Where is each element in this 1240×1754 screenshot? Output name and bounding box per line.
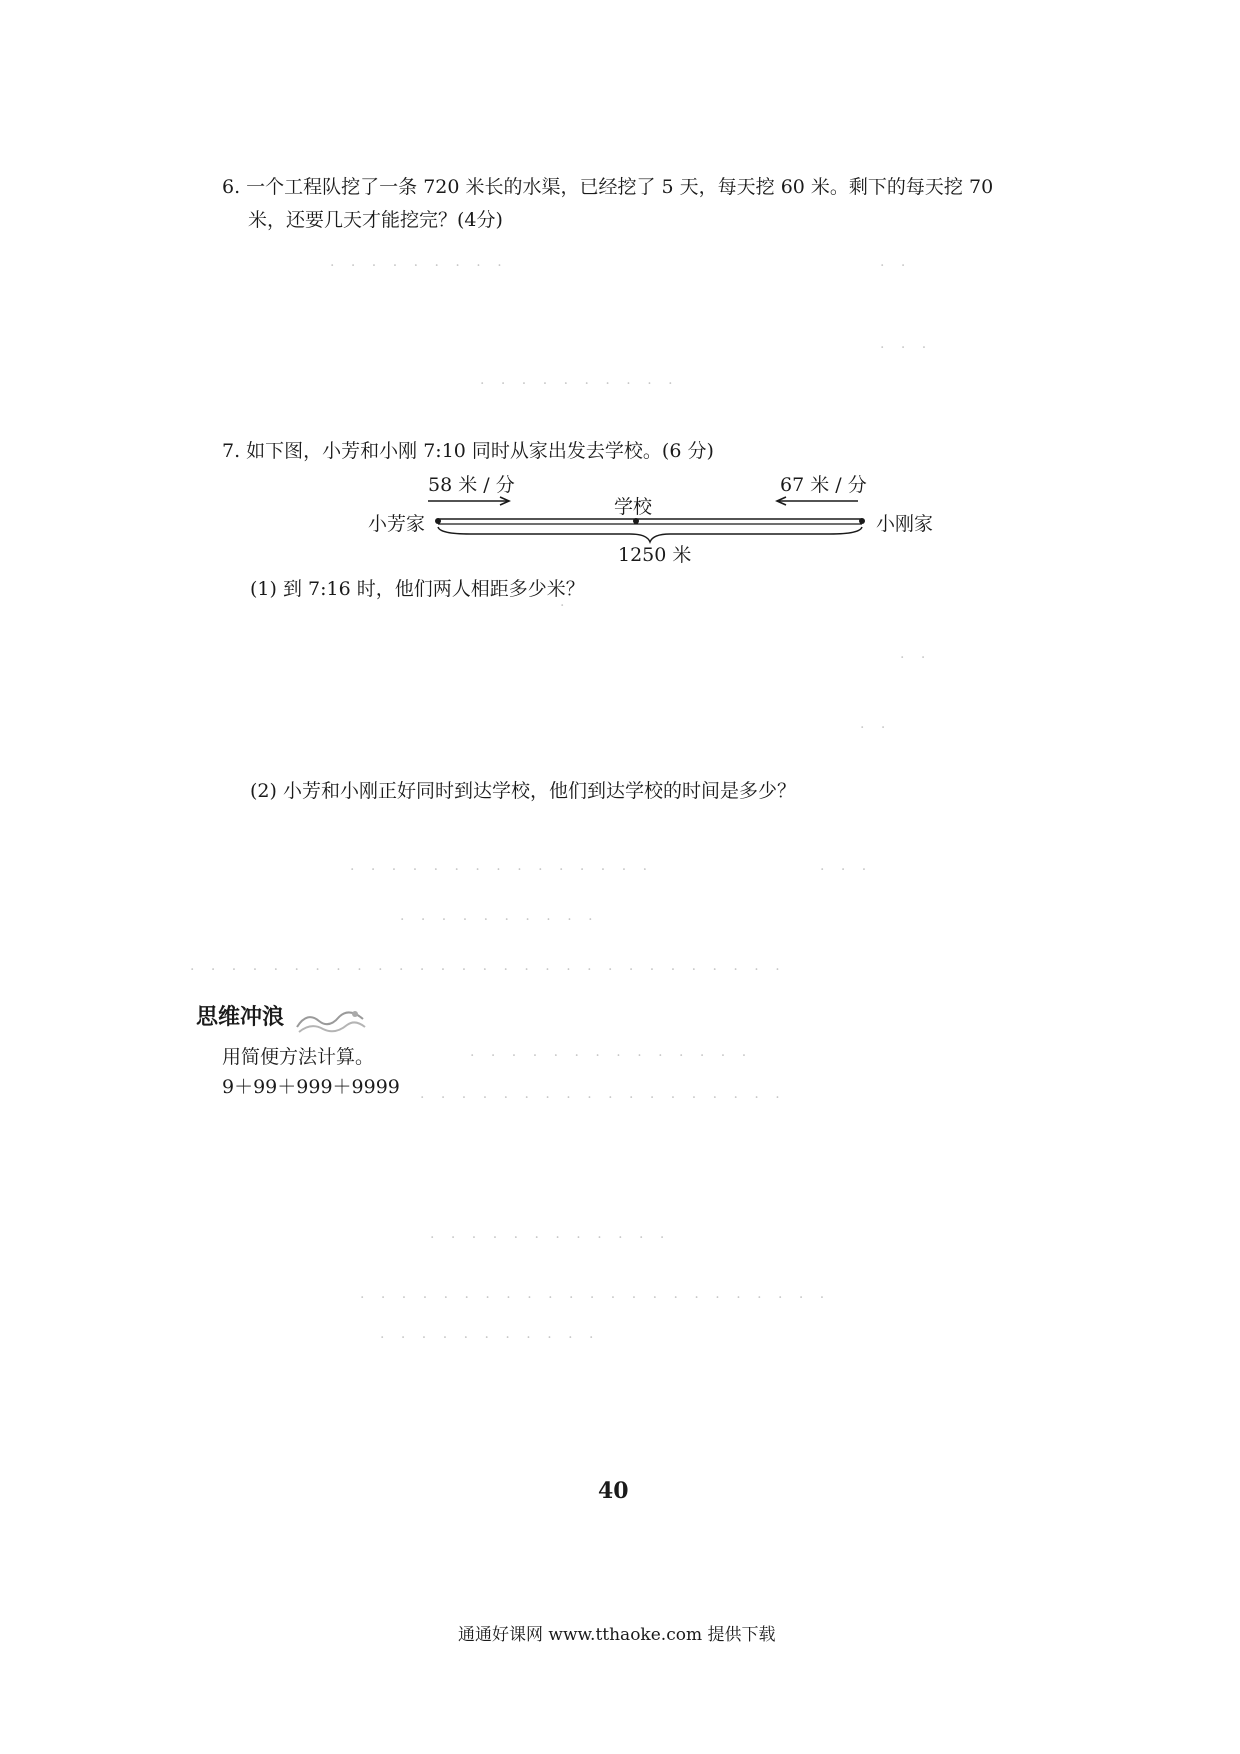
thinking-instruction: 用简便方法计算。: [222, 1046, 375, 1068]
question-6-line1: 6. 一个工程队挖了一条 720 米长的水渠，已经挖了 5 天，每天挖 60 米。剩下的每天挖 70: [222, 176, 994, 198]
left-home-dot: [435, 518, 441, 524]
question-6-line2: 米，还要几天才能挖完？(4分): [248, 209, 503, 231]
right-home-dot: [859, 518, 865, 524]
question-7-title: 7. 如下图，小芳和小刚 7:10 同时从家出发去学校。(6 分): [222, 440, 714, 462]
thinking-section-header: [196, 1000, 369, 1035]
footer-text: 通通好课网 www.tthaoke.com 提供下载: [458, 1625, 776, 1645]
right-speed-label: 67 米 / 分: [780, 474, 867, 496]
left-home-label: 小芳家: [368, 513, 426, 535]
wave-icon: [293, 1005, 369, 1035]
distance-diagram: [360, 470, 980, 570]
page-number: 40: [598, 1478, 629, 1504]
question-7-part1: (1) 到 7:16 时，他们两人相距多少米？: [250, 578, 585, 600]
thinking-section-title: 思维冲浪: [196, 1005, 285, 1030]
school-label: 学校: [614, 496, 653, 518]
question-7-part2: (2) 小芳和小刚正好同时到达学校，他们到达学校的时间是多少？: [250, 780, 796, 802]
thinking-expression: 9＋99＋999＋9999: [222, 1076, 400, 1098]
right-home-label: 小刚家: [876, 513, 934, 535]
left-speed-label: 58 米 / 分: [428, 474, 515, 496]
distance-label: 1250 米: [618, 544, 692, 566]
